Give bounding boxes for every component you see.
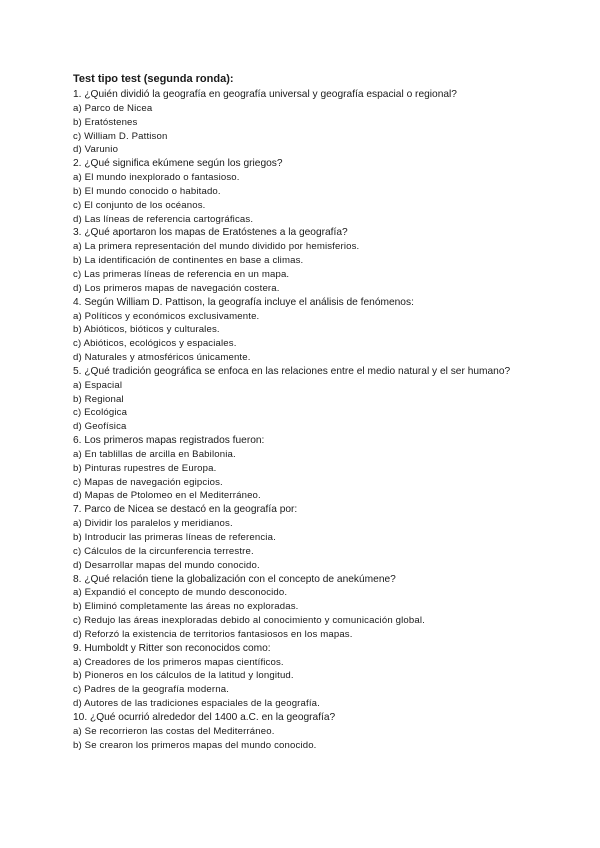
question-text: 1. ¿Quién dividió la geografía en geografía universal y geografía espacial o regional? <box>73 89 457 100</box>
answer-option: d) Reforzó la existencia de territorios fantasiosos en los mapas. <box>73 628 353 640</box>
answer-option: b) El mundo conocido o habitado. <box>73 185 221 197</box>
answer-option: b) Eliminó completamente las áreas no exploradas. <box>73 601 299 613</box>
answer-option: a) Expandió el concepto de mundo desconocido. <box>73 587 288 599</box>
answer-option: a) En tablillas de arcilla en Babilonia. <box>73 448 236 460</box>
answer-option: b) Pioneros en los cálculos de la latitud y longitud. <box>73 670 294 682</box>
answer-option: b) La identificación de continentes en base a climas. <box>73 255 304 267</box>
question-text: 3. ¿Qué aportaron los mapas de Eratóstenes a la geografía? <box>73 227 348 239</box>
answer-option: b) Eratóstenes <box>73 116 138 128</box>
answer-option: b) Se crearon los primeros mapas del mundo conocido. <box>73 739 317 751</box>
answer-option: c) Redujo las áreas inexploradas debido al conocimiento y comunicación global. <box>73 615 425 627</box>
answer-option: c) Abióticos, ecológicos y espaciales. <box>73 338 237 350</box>
question-block <box>73 642 573 711</box>
question-text: 2. ¿Qué significa ekúmene según los griegos? <box>73 158 283 170</box>
answer-option: c) Padres de la geografía moderna. <box>73 684 230 696</box>
answer-option: b) Introducir las primeras líneas de referencia. <box>73 532 276 543</box>
question-list <box>73 88 573 753</box>
question-text: 9. Humboldt y Ritter son reconocidos como: <box>73 642 271 654</box>
question-text: 6. Los primeros mapas registrados fueron: <box>73 435 265 447</box>
answer-option: d) Varunio <box>73 144 119 156</box>
question-text: 5. ¿Qué tradición geográfica se enfoca en las relaciones entre el medio natural y el ser humano? <box>73 365 511 377</box>
question-block <box>73 434 573 503</box>
question-block <box>73 157 573 226</box>
answer-option: a) Parco de Nicea <box>73 102 153 114</box>
answer-option: c) Las primeras líneas de referencia en un mapa. <box>73 268 290 280</box>
answer-option: b) Regional <box>73 393 124 405</box>
quiz-title: Test tipo test (segunda ronda): <box>73 73 234 85</box>
quiz-content <box>73 72 573 753</box>
question-block <box>73 573 573 642</box>
answer-option: d) Geofísica <box>73 421 127 433</box>
question-block <box>73 226 573 295</box>
answer-option: d) Desarrollar mapas del mundo conocido. <box>73 559 260 571</box>
answer-option: a) Políticos y económicos exclusivamente. <box>73 310 260 322</box>
answer-option: a) Creadores de los primeros mapas científicos. <box>73 656 284 668</box>
question-block <box>73 296 573 365</box>
question-block <box>73 88 573 157</box>
answer-option: c) Ecológica <box>73 407 128 419</box>
question-text: 10. ¿Qué ocurrió alrededor del 1400 a.C. en la geografía? <box>73 711 336 723</box>
question-block <box>73 503 573 572</box>
answer-option: a) La primera representación del mundo dividido por hemisferios. <box>73 241 360 253</box>
answer-option: a) Espacial <box>73 379 123 391</box>
answer-option: c) Mapas de navegación egipcios. <box>73 476 223 488</box>
answer-option: b) Pinturas rupestres de Europa. <box>73 462 217 474</box>
answer-option: c) Cálculos de la circunferencia terrestre. <box>73 545 254 557</box>
answer-option: d) Los primeros mapas de navegación costera. <box>73 282 280 294</box>
question-text: 4. Según William D. Pattison, la geografía incluye el análisis de fenómenos: <box>73 296 414 308</box>
answer-option: c) El conjunto de los océanos. <box>73 199 206 211</box>
answer-option: a) El mundo inexplorado o fantasioso. <box>73 172 240 184</box>
question-block <box>73 365 573 434</box>
answer-option: a) Dividir los paralelos y meridianos. <box>73 518 233 530</box>
answer-option: d) Mapas de Ptolomeo en el Mediterráneo. <box>73 490 261 502</box>
question-text: 7. Parco de Nicea se destacó en la geografía por: <box>73 504 298 516</box>
answer-option: d) Autores de las tradiciones espaciales de la geografía. <box>73 698 320 710</box>
question-block <box>73 711 573 753</box>
answer-option: d) Las líneas de referencia cartográficas. <box>73 213 254 225</box>
answer-option: d) Naturales y atmosféricos únicamente. <box>73 352 251 364</box>
answer-option: a) Se recorrieron las costas del Mediterráneo. <box>73 725 275 737</box>
answer-option: b) Abióticos, bióticos y culturales. <box>73 324 220 336</box>
question-text: 8. ¿Qué relación tiene la globalización con el concepto de anekúmene? <box>73 573 396 585</box>
answer-option: c) William D. Pattison <box>73 130 168 142</box>
